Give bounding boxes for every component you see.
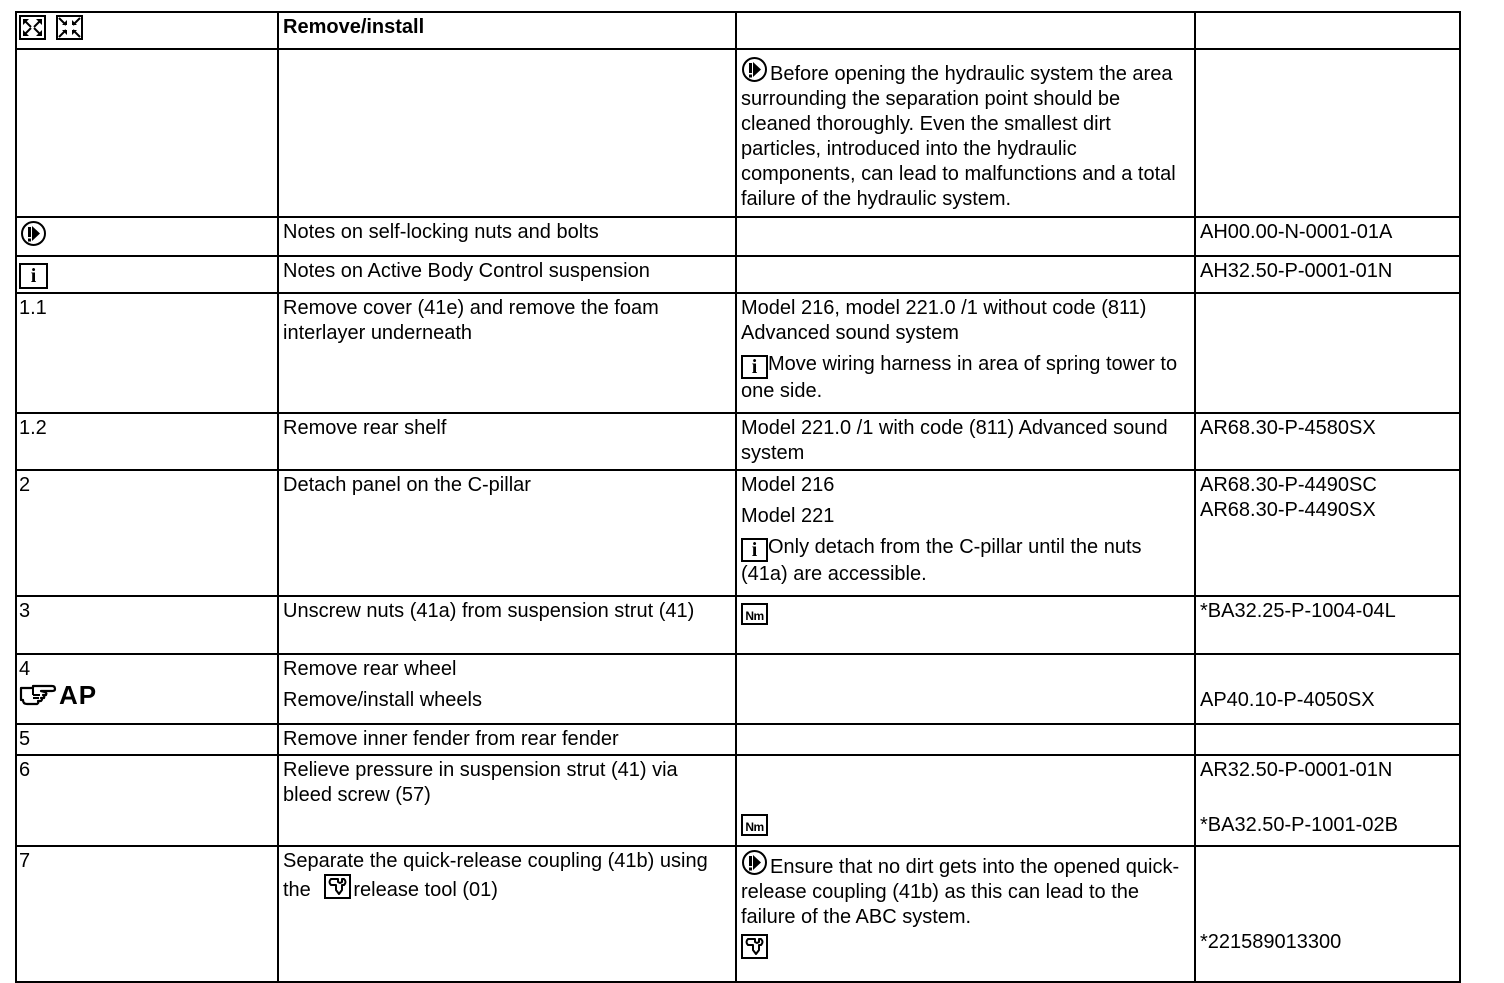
info-icon: i — [19, 263, 48, 289]
header-title: Remove/install — [278, 12, 736, 49]
ref-link[interactable]: AP40.10-P-4050SX — [1200, 689, 1375, 711]
action-text: Remove/install wheels — [283, 689, 482, 711]
note-cell — [736, 49, 1195, 217]
note-text: Move wiring harness in area of spring tower to one side. — [741, 353, 1178, 402]
ref-link[interactable]: AR68.30-P-4490SC — [1200, 474, 1377, 496]
note-text-block — [741, 849, 1190, 930]
header-icons-cell — [16, 12, 278, 49]
action-cell: Remove inner fender from rear fender — [278, 724, 736, 755]
ap-label: AP — [59, 679, 98, 710]
action-cell: Unscrew nuts (41a) from suspension strut (41) — [278, 596, 736, 654]
step-cell — [16, 217, 278, 256]
note-cell — [736, 654, 1195, 724]
ref-link[interactable]: AR68.30-P-4490SX — [1200, 499, 1376, 521]
info-icon: i — [741, 538, 768, 562]
note-text: Ensure that no dirt gets into the opened quick-release coupling (41b) as this can lead to the failure of the ABC system. — [741, 856, 1180, 928]
header-empty-cell — [736, 12, 1195, 49]
note-text: Model 216, model 221.0 /1 without code (811) Advanced sound system — [741, 297, 1147, 344]
step-number: 6 — [16, 755, 278, 846]
note-cell — [736, 470, 1195, 596]
step-number: 1.2 — [16, 413, 278, 470]
table-row — [16, 470, 1460, 596]
special-tool-icon[interactable] — [741, 934, 768, 959]
table-row — [16, 596, 1460, 654]
step-number: 1.1 — [16, 293, 278, 413]
action-cell — [278, 846, 736, 982]
step-number: 7 — [16, 846, 278, 982]
action-text: Remove rear wheel — [283, 658, 457, 680]
note-text-block — [741, 535, 1190, 587]
ref-cell — [1195, 724, 1460, 755]
ref-cell — [1195, 293, 1460, 413]
ref-link[interactable]: AR32.50-P-0001-01N — [1200, 759, 1393, 781]
table-row — [16, 755, 1460, 846]
note-text: Before opening the hydraulic system the area surrounding the separation point should be cleaned thoroughly. Even the smallest dirt particles, introduced into the hydraulic components, can lead to malfunctions and a total failure of the hydraulic system. — [741, 63, 1176, 210]
action-cell — [278, 49, 736, 217]
header-empty-cell — [1195, 12, 1460, 49]
action-cell: Remove rear shelf — [278, 413, 736, 470]
table-row — [16, 413, 1460, 470]
action-cell: Notes on Active Body Control suspension — [278, 256, 736, 293]
action-text: release tool (01) — [353, 879, 498, 901]
table-row — [16, 256, 1460, 293]
ref-link[interactable]: AH00.00-N-0001-01A — [1195, 217, 1460, 256]
expand-icon[interactable] — [19, 15, 46, 40]
action-cell: Notes on self-locking nuts and bolts — [278, 217, 736, 256]
note-text: Model 216 — [741, 474, 835, 496]
ref-link[interactable]: AH32.50-P-0001-01N — [1195, 256, 1460, 293]
caution-icon — [19, 220, 48, 247]
ref-cell — [1195, 755, 1460, 846]
action-text: Separate the quick-release coupling (41b) using the — [283, 850, 708, 901]
note-cell — [736, 846, 1195, 982]
step-number: 4 — [19, 658, 31, 680]
ref-cell — [1195, 654, 1460, 724]
note-text: Only detach from the C-pillar until the nuts (41a) are accessible. — [741, 536, 1142, 585]
ref-cell — [1195, 49, 1460, 217]
step-number: 2 — [16, 470, 278, 596]
step-number: 3 — [16, 596, 278, 654]
header-row — [16, 12, 1460, 49]
table-row — [16, 724, 1460, 755]
note-cell — [736, 724, 1195, 755]
caution-icon — [741, 56, 768, 83]
step-cell — [16, 256, 278, 293]
ref-link[interactable]: *BA32.50-P-1001-02B — [1200, 814, 1398, 836]
note-cell — [736, 596, 1195, 654]
table-row — [16, 217, 1460, 256]
table-row — [16, 846, 1460, 982]
ref-link[interactable]: AR68.30-P-4580SX — [1195, 413, 1460, 470]
action-cell: Remove cover (41e) and remove the foam interlayer underneath — [278, 293, 736, 413]
action-cell: Detach panel on the C-pillar — [278, 470, 736, 596]
table-row — [16, 293, 1460, 413]
action-cell — [278, 654, 736, 724]
note-text: Model 221 — [741, 505, 835, 527]
note-cell — [736, 293, 1195, 413]
info-icon: i — [741, 355, 768, 379]
torque-nm-icon[interactable]: Nm — [741, 814, 768, 836]
pointing-hand-icon — [19, 682, 57, 708]
note-cell — [736, 256, 1195, 293]
procedure-table — [15, 11, 1461, 983]
step-cell — [16, 654, 278, 724]
step-number: 5 — [16, 724, 278, 755]
torque-nm-icon[interactable]: Nm — [741, 603, 768, 625]
special-tool-icon[interactable] — [324, 874, 351, 899]
ref-cell — [1195, 470, 1460, 596]
note-cell — [736, 217, 1195, 256]
note-cell: Model 221.0 /1 with code (811) Advanced sound system — [736, 413, 1195, 470]
note-text-block — [741, 352, 1190, 404]
caution-icon — [741, 849, 768, 876]
table-row — [16, 49, 1460, 217]
table-row — [16, 654, 1460, 724]
action-cell: Relieve pressure in suspension strut (41) via bleed screw (57) — [278, 755, 736, 846]
collapse-icon[interactable] — [56, 15, 83, 40]
ref-cell — [1195, 846, 1460, 982]
note-cell — [736, 755, 1195, 846]
ref-link[interactable]: *221589013300 — [1200, 931, 1342, 953]
ref-link[interactable]: *BA32.25-P-1004-04L — [1195, 596, 1460, 654]
step-cell — [16, 49, 278, 217]
ap-reference[interactable] — [19, 679, 273, 710]
